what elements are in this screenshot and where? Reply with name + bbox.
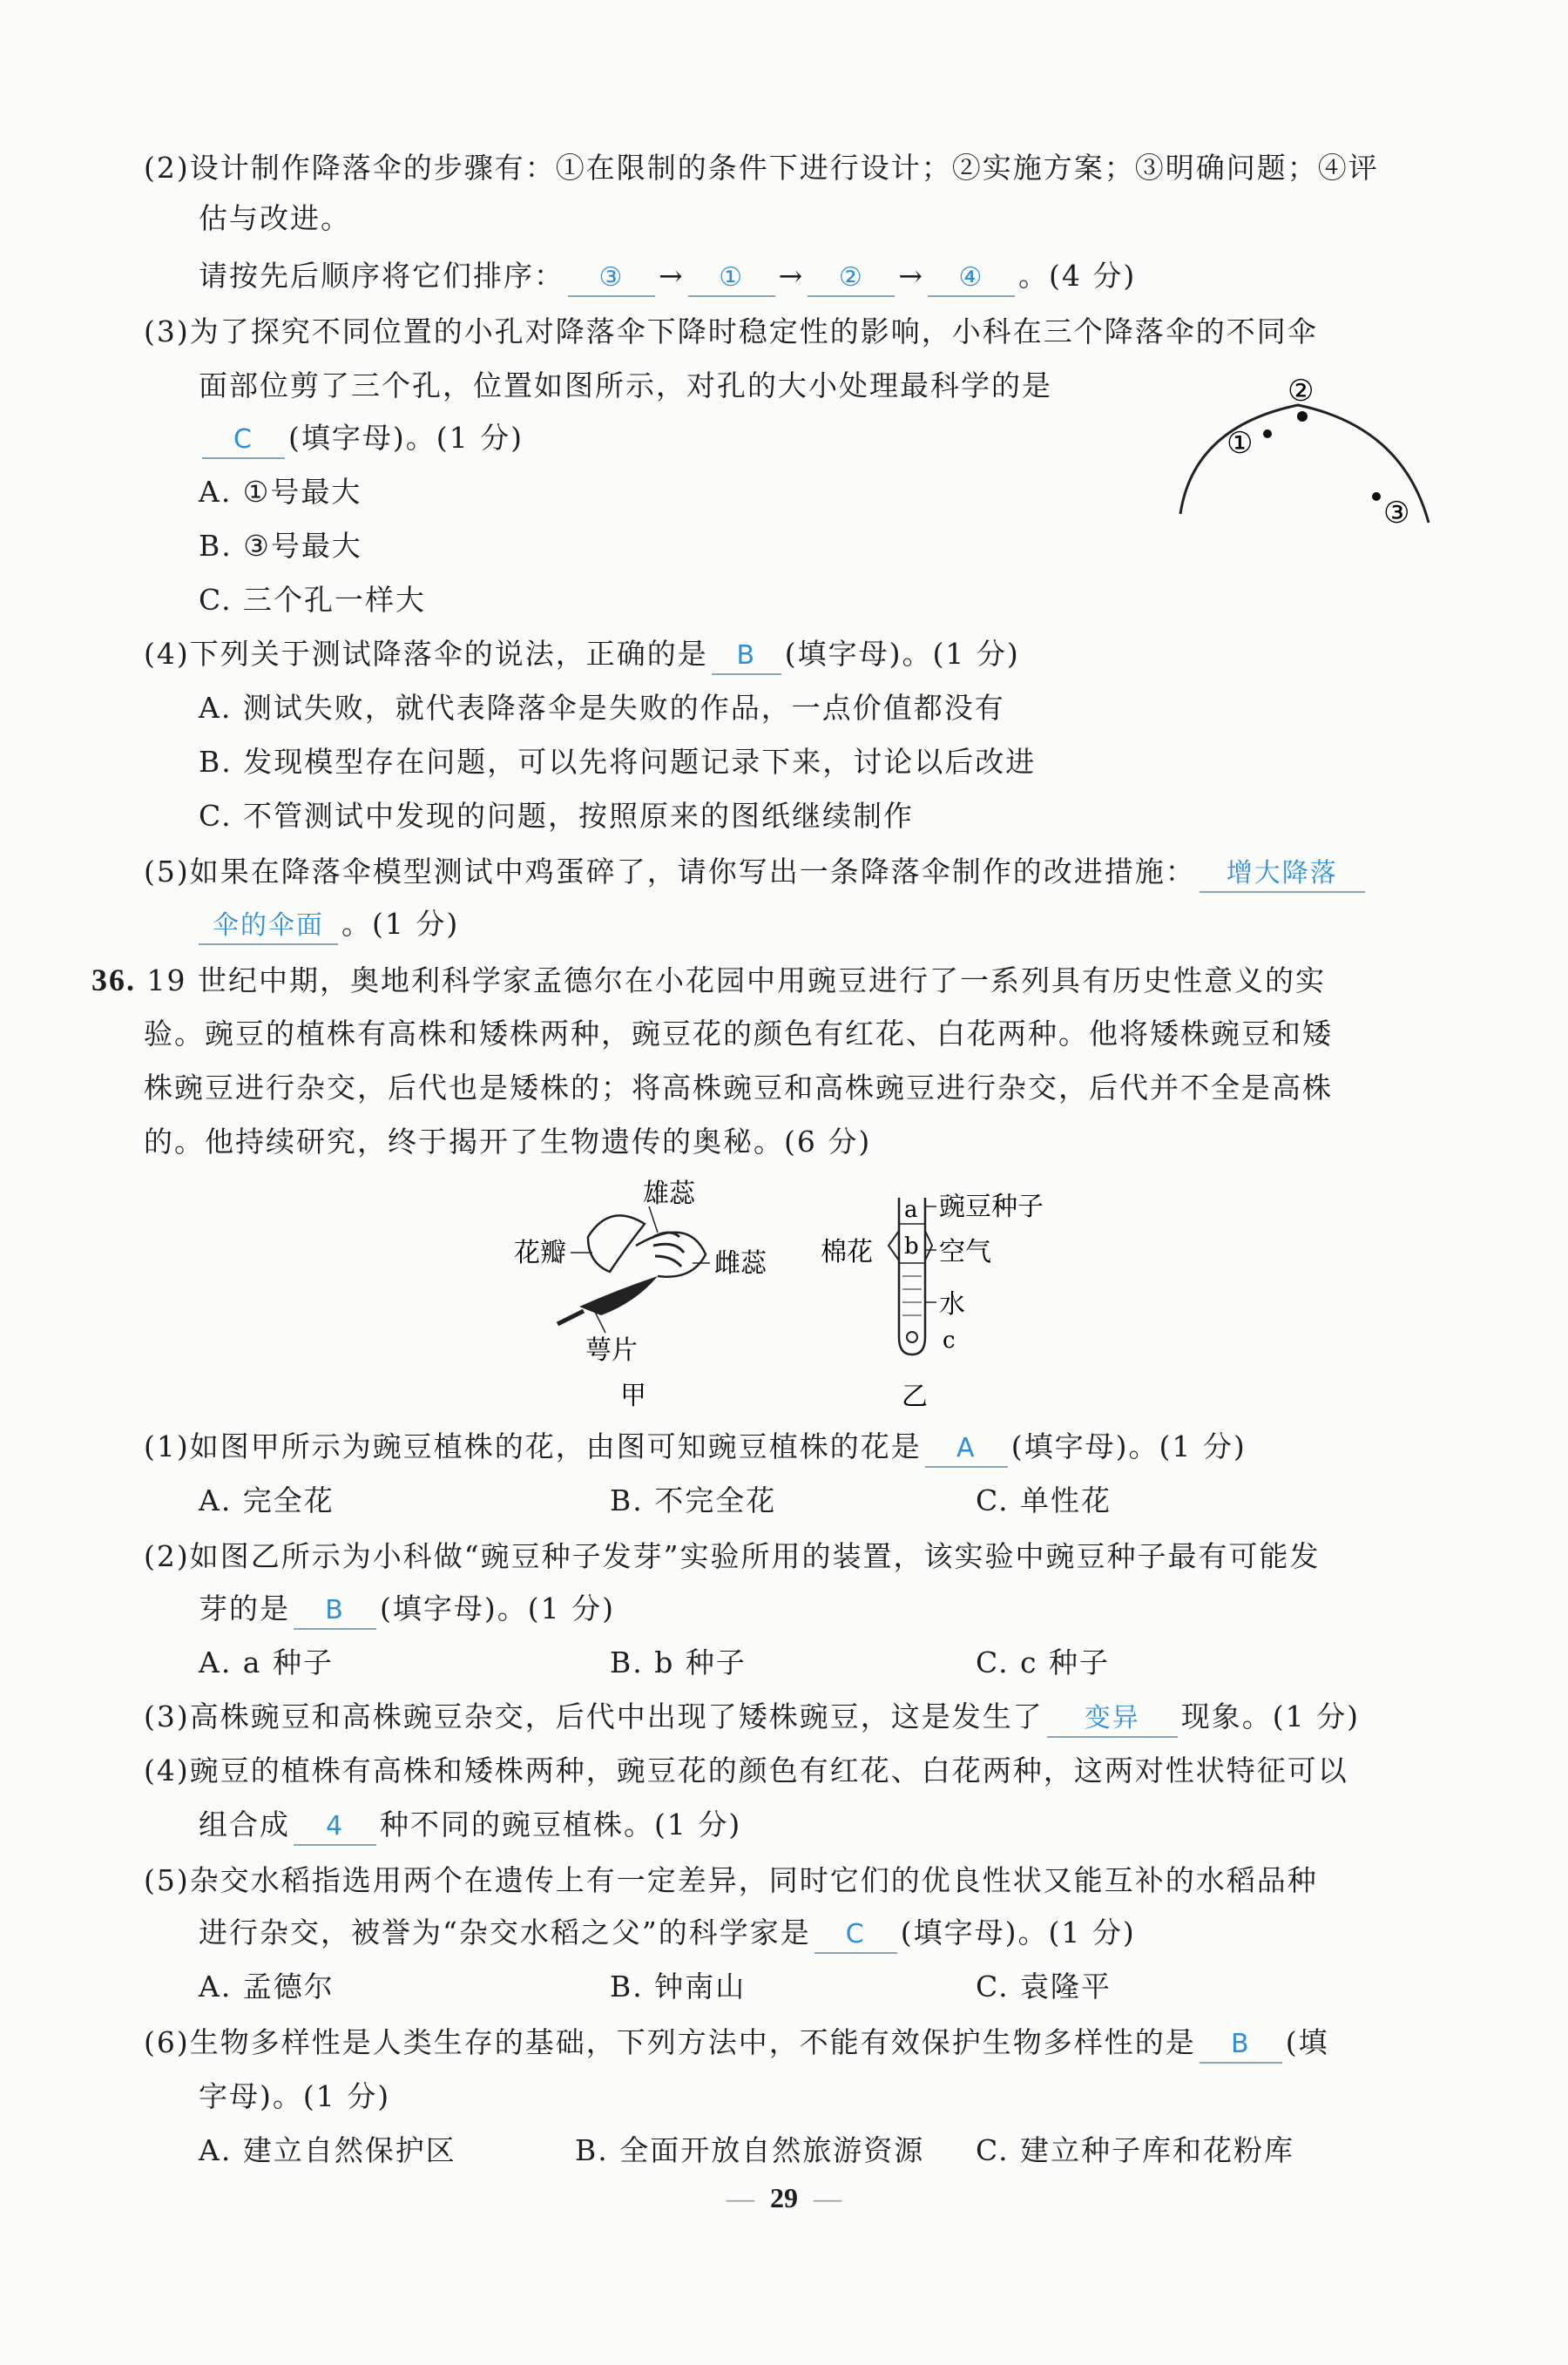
q36-p2-option-a: A. a 种子 — [199, 1645, 334, 1679]
q35-p3-answer: C — [202, 422, 285, 459]
label-hole-3: ③ — [1383, 496, 1410, 530]
q35-p2-prompt: 请按先后顺序将它们排序： — [199, 259, 564, 293]
q36-p4-line2 — [199, 1805, 741, 1846]
q36-p5-line1: (5)杂交水稻指选用两个在遗传上有一定差异，同时它们的优良性状又能互补的水稻品种 — [144, 1863, 1318, 1897]
label-stamen: 雄蕊 — [643, 1179, 695, 1209]
label-cotton: 棉花 — [821, 1237, 873, 1267]
seed-c — [907, 1332, 917, 1342]
q36-intro-line4: 的。他持续研究，终于揭开了生物遗传的奥秘。(6 分) — [144, 1125, 872, 1159]
page-number: 29 — [770, 2182, 798, 2213]
label-hole-1: ① — [1227, 426, 1254, 461]
q36-p1-option-c: C. 单性花 — [976, 1483, 1112, 1517]
q35-p4-answer: B — [712, 639, 781, 675]
q36-p6-answer: B — [1200, 2027, 1282, 2064]
stamen-lines — [653, 1233, 684, 1267]
arrow-1: → — [659, 259, 685, 293]
q36-intro-1: 19 世纪中期，奥地利科学家孟德尔在小花园中用豌豆进行了一系列具有历史性意义的实 — [146, 963, 1326, 997]
q35-p4-option-c: C. 不管测试中发现的问题，按照原来的图纸继续制作 — [199, 799, 915, 833]
q36-p3-line — [144, 1697, 1360, 1738]
q36-p2-line2 — [199, 1589, 615, 1630]
q35-p5-answer-2: 伞的伞面 — [199, 909, 338, 945]
q36-p5-option-b: B. 钟南山 — [610, 1970, 747, 2003]
hole-1 — [1263, 429, 1272, 438]
q36-p3-text: (3)高株豌豆和高株豌豆杂交，后代中出现了矮株豌豆，这是发生了 — [144, 1699, 1044, 1733]
q36-p5-tail: (填字母)。(1 分) — [900, 1916, 1136, 1949]
q35-p5-tail: 。(1 分) — [341, 907, 460, 941]
label-b: b — [904, 1233, 919, 1260]
q36-p1-answer: A — [925, 1431, 1008, 1468]
q36-p5-option-a: A. 孟德尔 — [199, 1970, 335, 2003]
q36-number: 36. — [91, 963, 136, 997]
label-c: c — [943, 1328, 956, 1354]
q36-p5-option-c: C. 袁隆平 — [976, 1970, 1112, 2003]
q36-p3-answer: 变异 — [1047, 1701, 1178, 1738]
page-number-footer — [0, 2182, 1568, 2214]
label-pistil: 雌蕊 — [714, 1248, 767, 1279]
q36-p6-line2: 字母)。(1 分) — [199, 2079, 391, 2113]
q35-p2-answer-2: ① — [688, 260, 775, 297]
label-sepal: 萼片 — [585, 1335, 638, 1366]
pea-flower-figure — [505, 1176, 801, 1411]
label-water: 水 — [939, 1289, 965, 1320]
q36-p2-option-c: C. c 种子 — [976, 1645, 1111, 1679]
stamen-pointer — [649, 1206, 658, 1233]
sepal-shape — [579, 1276, 658, 1315]
petal-outline-right — [636, 1233, 706, 1277]
q36-p1-text: (1)如图甲所示为豌豆植株的花，由图可知豌豆植株的花是 — [144, 1429, 922, 1463]
label-air: 空气 — [939, 1237, 991, 1267]
petal-outline — [588, 1215, 645, 1272]
stem — [558, 1311, 584, 1324]
q36-p4-tail: 种不同的豌豆植株。(1 分) — [380, 1808, 742, 1841]
q36-p1-line — [144, 1427, 1247, 1468]
q36-p4-line1: (4)豌豆的植株有高株和矮株两种，豌豆花的颜色有红花、白花两种，这两对性状特征可以 — [144, 1753, 1348, 1787]
q36-intro-line3: 株豌豆进行杂交，后代也是矮株的；将高株豌豆和高株豌豆进行杂交，后代并不全是高株 — [144, 1071, 1333, 1105]
label-hole-2: ② — [1288, 375, 1315, 409]
q36-p2-text: 芽的是 — [199, 1591, 290, 1625]
q35-p5-text: (5)如果在降落伞模型测试中鸡蛋碎了，请你写出一条降落伞制作的改进措施： — [144, 855, 1196, 889]
q36-p2-option-b: B. b 种子 — [610, 1645, 747, 1679]
hole-2 — [1297, 411, 1308, 422]
footer-dash-right: — — [814, 2182, 841, 2213]
q36-intro-line1 — [91, 960, 1326, 1001]
q35-p4-text: (4)下列关于测试降落伞的说法，正确的是 — [144, 637, 708, 671]
caption-yi: 乙 — [902, 1382, 928, 1411]
q35-p3-tail: (填字母)。(1 分) — [288, 421, 524, 455]
label-pea-seed: 豌豆种子 — [939, 1192, 1044, 1222]
q36-p1-option-b: B. 不完全花 — [610, 1483, 777, 1517]
q36-intro-line2: 验。豌豆的植株有高株和矮株两种，豌豆花的颜色有红花、白花两种。他将矮株豌豆和矮 — [144, 1017, 1333, 1051]
q36-p2-answer: B — [294, 1593, 376, 1630]
q35-p4-line — [144, 634, 1020, 675]
q35-p3-line2: 面部位剪了三个孔，位置如图所示，对孔的大小处理最科学的是 — [199, 368, 1052, 402]
q35-p3-option-a: A. ①号最大 — [199, 475, 362, 509]
q35-p4-option-b: B. 发现模型存在问题，可以先将问题记录下来，讨论以后改进 — [199, 745, 1037, 779]
q36-p2-line1: (2)如图乙所示为小科做“豌豆种子发芽”实验所用的装置，该实验中豌豆种子最有可能发 — [144, 1539, 1321, 1573]
q36-p5-answer: C — [814, 1917, 897, 1954]
q35-p3-option-b: B. ③号最大 — [199, 529, 362, 563]
q35-p2-answer-4: ④ — [928, 260, 1015, 297]
q35-p5-line1 — [144, 852, 1369, 893]
q36-p1-tail: (填字母)。(1 分) — [1010, 1429, 1247, 1463]
q36-p6-tail: (填 — [1285, 2025, 1329, 2059]
q35-p5-answer-1: 增大降落 — [1200, 856, 1365, 893]
q35-p4-tail: (填字母)。(1 分) — [784, 637, 1020, 671]
caption-jia: 甲 — [620, 1381, 646, 1411]
q36-p6-text: (6)生物多样性是人类生存的基础，下列方法中，不能有效保护生物多样性的是 — [144, 2025, 1196, 2059]
hole-3 — [1372, 492, 1381, 501]
q36-p5-text: 进行杂交，被誉为“杂交水稻之父”的科学家是 — [199, 1916, 811, 1949]
arrow-3: → — [898, 259, 924, 293]
q35-p3-option-c: C. 三个孔一样大 — [199, 583, 427, 617]
q35-p5-line2 — [199, 904, 459, 945]
arrow-2: → — [778, 259, 805, 293]
footer-dash-left: — — [727, 2182, 754, 2213]
q35-p2-answer-1: ③ — [568, 260, 655, 297]
q35-p3-line1: (3)为了探究不同位置的小孔对降落伞下降时稳定性的影响，小科在三个降落伞的不同伞 — [144, 314, 1318, 348]
q36-p6-option-b: B. 全面开放自然旅游资源 — [575, 2133, 925, 2167]
q35-p2-answer-3: ② — [808, 260, 895, 297]
test-tube-figure — [810, 1180, 1071, 1411]
q36-p2-tail: (填字母)。(1 分) — [380, 1591, 615, 1625]
q36-p4-text: 组合成 — [199, 1808, 290, 1841]
label-a: a — [904, 1197, 918, 1223]
q36-p6-option-a: A. 建立自然保护区 — [199, 2133, 456, 2167]
q36-p5-line2 — [199, 1913, 1136, 1954]
label-petal: 花瓣 — [514, 1238, 566, 1268]
q35-p4-option-a: A. 测试失败，就代表降落伞是失败的作品，一点价值都没有 — [199, 691, 1005, 725]
q36-p4-answer: 4 — [294, 1809, 376, 1846]
parachute-figure — [1167, 375, 1446, 531]
q36-p6-line1 — [144, 2023, 1329, 2064]
q35-p2-tail: 。(4 分) — [1017, 259, 1137, 293]
q36-p1-option-a: A. 完全花 — [199, 1483, 335, 1517]
q36-p3-tail: 现象。(1 分) — [1180, 1699, 1360, 1733]
q35-p2-line2: 估与改进。 — [199, 201, 351, 235]
q35-p2-order-line — [199, 256, 1136, 297]
q35-p3-answer-line — [199, 418, 524, 459]
q35-p2-line1: (2)设计制作降落伞的步骤有：①在限制的条件下进行设计；②实施方案；③明确问题；④评 — [144, 151, 1379, 185]
q36-p6-option-c: C. 建立种子库和花粉库 — [976, 2133, 1295, 2167]
